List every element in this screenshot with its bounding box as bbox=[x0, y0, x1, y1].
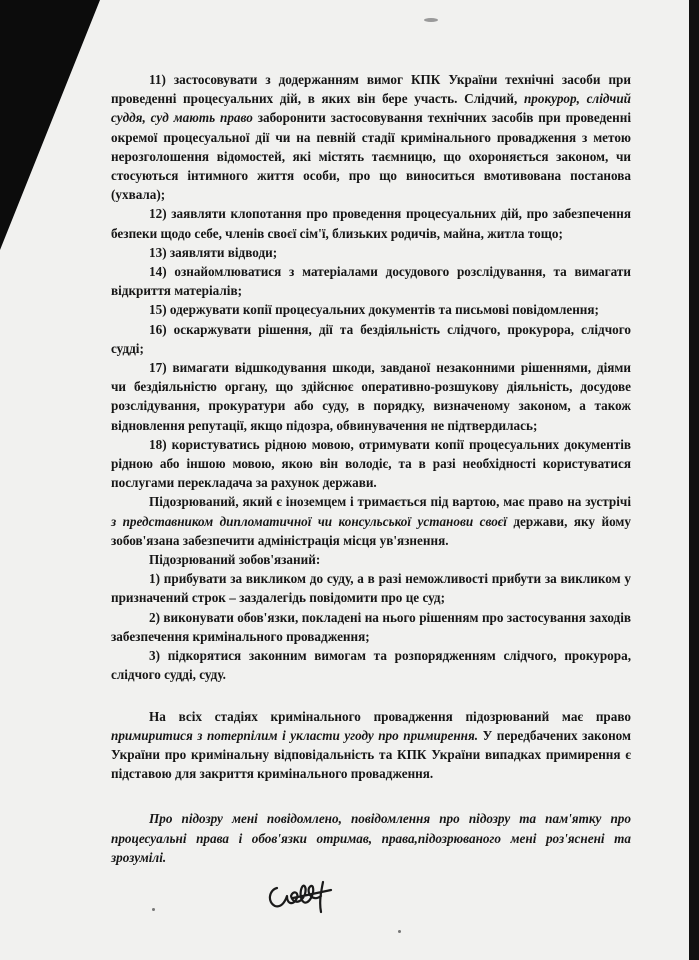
reconciliation-italic: примиритися з потерпілим і укласти угоду про примирення. bbox=[111, 727, 479, 743]
right-item-11: 11) застосовувати з додержанням вимог КПК України технічні засоби при проведенні процесуальних дій, в яких він бере участь. Слідчий, прокурор, слідчий суддя, суд мають право заборонити застосовування технічних засобів при проведенні окремої процесуальної дії чи на певній стадії кримінального провадження з метою нерозголошення відомостей, які містять таємницю, що охороняється законом, чи стосуються інтимного життя особи, про що виноситься вмотивована постанова (ухвала); bbox=[111, 72, 631, 203]
obligation-item-2: 2) виконувати обов'язки, покладені на нього рішенням про застосування заходів забезпечення кримінального провадження; bbox=[111, 609, 631, 644]
spacer bbox=[111, 685, 631, 707]
scan-speck bbox=[152, 908, 155, 911]
scan-speck bbox=[424, 18, 438, 22]
right-item-14: 14) ознайомлюватися з матеріалами досудового розслідування, та вимагати відкриття матеріалів; bbox=[111, 264, 631, 299]
handwritten-signature bbox=[263, 868, 343, 918]
right-item-12: 12) заявляти клопотання про проведення процесуальних дій, про забезпечення безпеки щодо себе, членів своєї сім'ї, близьких родичів, майна, житла тощо; bbox=[111, 206, 631, 241]
rights-text bbox=[111, 70, 631, 867]
foreigner-italic: з представником дипломатичної чи консульської установи своєї bbox=[111, 513, 507, 529]
scan-speck bbox=[398, 930, 401, 933]
right-item-18: 18) користуватись рідною мовою, отримувати копії процесуальних документів рідною або іншою мовою, якою він володіє, та в разі необхідності користуватися послугами перекладача за рахунок держави. bbox=[111, 436, 631, 491]
black-corner-shape bbox=[0, 0, 110, 260]
obligations-title: Підозрюваний зобов'язаний: bbox=[149, 552, 321, 568]
reconciliation-paragraph: На всіх стадіях кримінального провадження підозрюваний має право примиритися з потерпілим і укласти угоду про примирення. У передбачених законом України про кримінальну відповідальність та КПК України випадках примирення є підставою для закриття кримінального провадження. bbox=[111, 708, 631, 782]
scan-edge-shadow bbox=[689, 0, 699, 960]
foreigner-paragraph: Підозрюваний, який є іноземцем і тримається під вартою, має право на зустрічі з представником дипломатичної чи консульської установи своєї держави, яку йому зобов'язана забезпечити адміністрація місця ув'язнення. bbox=[111, 494, 631, 548]
item-11-italic: прокурор, слідчий суддя, суд мають право bbox=[111, 91, 631, 126]
closing-statement: Про підозру мені повідомлено, повідомлення про підозру та пам'ятку про процесуальні права і обов'язки отримав, права,підозрюваного мені роз'яснені та зрозумілі. bbox=[111, 811, 631, 865]
right-item-16: 16) оскаржувати рішення, дії та бездіяльність слідчого, прокурора, слідчого судді; bbox=[111, 321, 631, 356]
obligation-item-3: 3) підкорятися законним вимогам та розпорядженням слідчого, прокурора, слідчого судді, суду. bbox=[111, 648, 631, 683]
right-item-17: 17) вимагати відшкодування шкоди, завданої незаконними рішеннями, діями чи бездіяльністю органу, що здійснює оперативно-розшукову діяльність, досудове розслідування, прокуратури або суду, в порядку, визначеному законом, а також відновлення репутації, якщо підозра, обвинувачення не підтвердилась; bbox=[111, 360, 631, 433]
spacer bbox=[111, 783, 631, 809]
right-item-13: 13) заявляти відводи; bbox=[149, 244, 278, 260]
right-item-15: 15) одержувати копії процесуальних документів та письмові повідомлення; bbox=[149, 302, 599, 318]
obligation-item-1: 1) прибувати за викликом до суду, а в разі неможливості прибути за викликом у призначений строк – заздалегідь повідомити про це суд; bbox=[111, 571, 631, 606]
